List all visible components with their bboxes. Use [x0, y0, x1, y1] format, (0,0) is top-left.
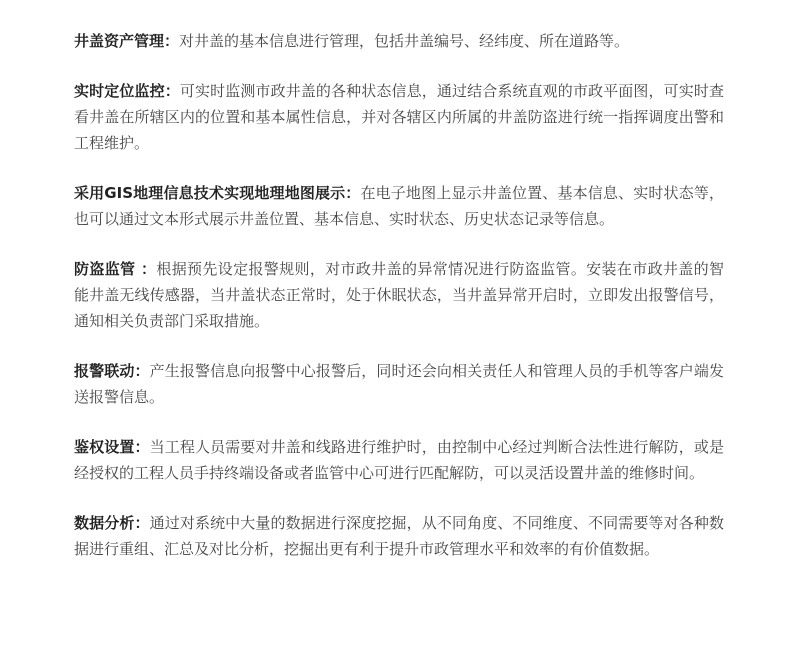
section-label: 井盖资产管理： — [74, 32, 180, 50]
section-text: 根据预先设定报警规则，对市政井盖的异常情况进行防盗监管。安装在市政井盖的智能井盖无线传感器，当井盖状态正常时，处于休眠状态，当井盖异常开启时，立即发出报警信号，通知相关负责部门采取措施。 — [74, 260, 724, 330]
section-data-analysis — [74, 510, 724, 562]
section-label: 鉴权设置： — [74, 438, 150, 456]
section-text: 产生报警信息向报警中心报警后，同时还会向相关责任人和管理人员的手机等客户端发送报警信息。 — [74, 362, 724, 406]
section-text: 当工程人员需要对井盖和线路进行维护时，由控制中心经过判断合法性进行解防，或是经授权的工程人员手持终端设备或者监管中心可进行匹配解防，可以灵活设置井盖的维修时间。 — [74, 438, 724, 482]
section-text: 可实时监测市政井盖的各种状态信息，通过结合系统直观的市政平面图，可实时查看井盖在所辖区内的位置和基本属性信息，并对各辖区内所属的井盖防盗进行统一指挥调度出警和工程维护。 — [74, 82, 724, 152]
section-asset-management — [74, 28, 724, 54]
section-label: 防盗监管 ： — [74, 260, 157, 278]
section-label: 报警联动： — [74, 362, 150, 380]
section-text: 对井盖的基本信息进行管理，包括井盖编号、经纬度、所在道路等。 — [179, 32, 630, 50]
section-authorization — [74, 434, 724, 486]
section-realtime-monitoring — [74, 78, 724, 156]
section-gis-map — [74, 180, 724, 232]
section-label: 数据分析： — [74, 514, 150, 532]
feature-list — [74, 28, 724, 586]
section-anti-theft — [74, 256, 724, 334]
section-text: 通过对系统中大量的数据进行深度挖掘，从不同角度、不同维度、不同需要等对各种数据进行重组、汇总及对比分析，挖掘出更有利于提升市政管理水平和效率的有价值数据。 — [74, 514, 724, 558]
section-alarm-linkage — [74, 358, 724, 410]
section-label: 采用GIS地理信息技术实现地理地图展示： — [74, 184, 361, 202]
section-label: 实时定位监控： — [74, 82, 180, 100]
section-text: 在电子地图上显示井盖位置、基本信息、实时状态等，也可以通过文本形式展示井盖位置、基本信息、实时状态、历史状态记录等信息。 — [74, 184, 724, 228]
